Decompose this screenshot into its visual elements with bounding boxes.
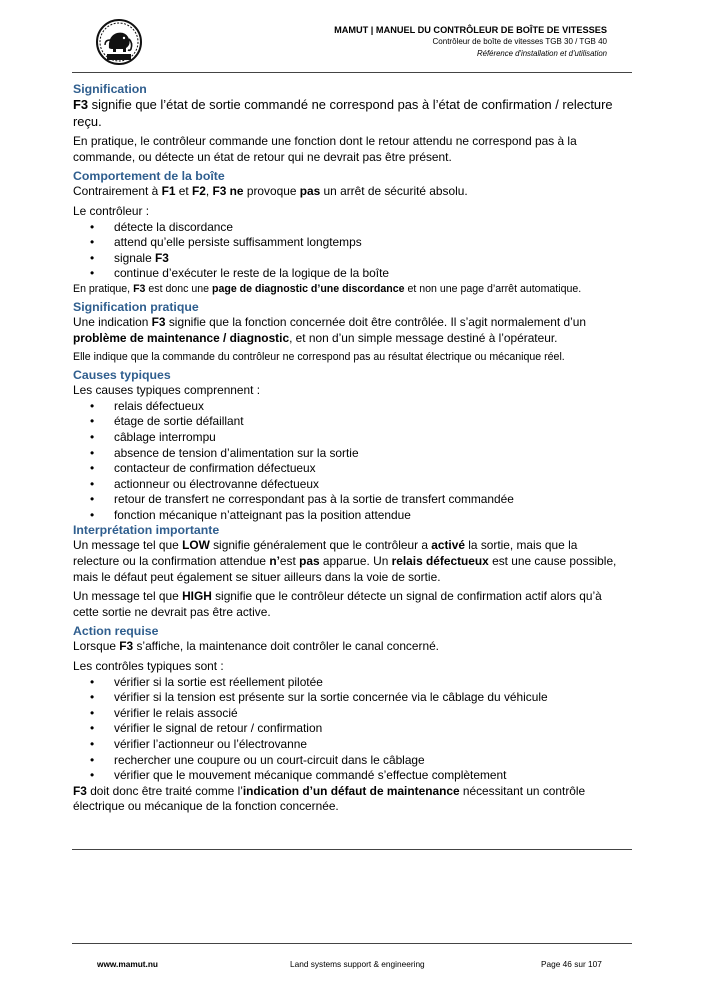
list-item: • vérifier le relais associé: [90, 705, 238, 720]
list-item: • câblage interrompu: [90, 429, 216, 444]
controller-list: [73, 220, 618, 282]
list-item: • étage de sortie défaillant: [90, 414, 244, 429]
paragraph: Les causes typiques comprennent :: [73, 383, 261, 398]
list-item: • absence de tension d’alimentation sur la sortie: [90, 445, 359, 460]
paragraph: Le contrôleur :: [73, 203, 150, 218]
list-item: • vérifier l’actionneur ou l’électrovanne: [90, 737, 307, 751]
list-item: • vérifier le signal de retour / confirmation: [90, 721, 323, 736]
footer-page-number: Page 46 sur 107: [541, 959, 602, 969]
list-item: • retour de transfert ne correspondant pas à la sortie de transfert commandée: [90, 492, 514, 507]
heading-signification: Signification: [73, 82, 147, 96]
list-item: • vérifier si la tension est présente sur la sortie concernée via le câblage du véhicule: [90, 690, 548, 705]
footer-divider: [72, 943, 632, 944]
main-content: [73, 82, 618, 819]
paragraph: Lorsque F3 s’affiche, la maintenance doit contrôler le canal concerné.: [73, 639, 439, 654]
heading-signification-pratique: Signification pratique: [73, 299, 199, 314]
paragraph: F3 doit donc être traité comme l’indication d’un défaut de maintenance nécessitant un contrôle électrique ou mécanique de la fonction concernée.: [73, 783, 586, 814]
paragraph: Contrairement à F1 et F2, F3 ne provoque pas un arrêt de sécurité absolu.: [73, 184, 468, 199]
heading-causes: Causes typiques: [73, 368, 171, 383]
paragraph: En pratique, le contrôleur commande une fonction dont le retour attendu ne correspond pas à la commande, ou détecte un état de retour qui ne devrait pas être présent.: [73, 134, 577, 164]
list-item: • signale F3: [90, 250, 169, 265]
list-item: • relais défectueux: [90, 398, 204, 413]
header-subtitle: Contrôleur de boîte de vitesses TGB 30 / TGB 40: [432, 37, 607, 46]
list-item: • continue d’exécuter le reste de la logique de la boîte: [90, 266, 389, 281]
note: Elle indique que la commande du contrôleur ne correspond pas au résultat électrique ou mécanique réel.: [73, 351, 565, 364]
list-item: • vérifier que le mouvement mécanique commandé s’effectue complètement: [90, 768, 507, 783]
heading-action: Action requise: [73, 624, 159, 639]
heading-interpretation: Interprétation importante: [73, 523, 220, 538]
causes-list: [73, 399, 618, 524]
paragraph: Une indication F3 signifie que la fonction concernée doit être contrôlée. Il s’agit normalement d’un problème de maintenance / diagnostic, et non d’un simple message destiné à l’opérateur.: [73, 314, 586, 345]
header-subtitle-2: Référence d'installation et d'utilisation: [477, 49, 607, 58]
list-item: • contacteur de confirmation défectueux: [90, 461, 316, 476]
list-item: • attend qu’elle persiste suffisamment longtemps: [90, 235, 362, 250]
heading-comportement: Comportement de la boîte: [73, 169, 225, 184]
header-divider: [72, 72, 632, 73]
footer-tagline: Land systems support & engineering: [290, 959, 425, 969]
mamut-logo: [95, 18, 143, 66]
list-item: • rechercher une coupure ou un court-circuit dans le câblage: [90, 752, 425, 767]
list-item: • détecte la discordance: [90, 219, 233, 234]
paragraph: Un message tel que HIGH signifie que le contrôleur détecte un signal de confirmation actif alors qu’à cette sortie ne devrait pas être active.: [73, 589, 602, 619]
checks-list: [73, 675, 618, 784]
list-item: • actionneur ou électrovanne défectueux: [90, 476, 319, 491]
content-end-divider: [72, 849, 632, 850]
list-item: • fonction mécanique n’atteignant pas la position attendue: [90, 507, 411, 522]
header-title: MAMUT | MANUEL DU CONTRÔLEUR DE BOÎTE DE VITESSES: [334, 25, 607, 35]
note: En pratique, F3 est donc une page de diagnostic d’une discordance et non une page d’arrêt automatique.: [73, 282, 582, 295]
paragraph: F3 signifie que l’état de sortie commandé ne correspond pas à l’état de confirmation / relecture reçu.: [73, 97, 613, 129]
list-item: • vérifier si la sortie est réellement pilotée: [90, 674, 323, 689]
paragraph: Un message tel que LOW signifie généralement que le contrôleur a activé la sortie, mais que la relecture ou la confirmation attendue n’est pas apparue. Un relais défectueux est une cause possible, mais le défaut peut également se situer ailleurs dans la voie de sortie.: [73, 538, 617, 584]
paragraph: Les contrôles typiques sont :: [73, 659, 224, 674]
page-header: [334, 24, 607, 60]
footer-website: www.mamut.nu: [97, 959, 158, 969]
